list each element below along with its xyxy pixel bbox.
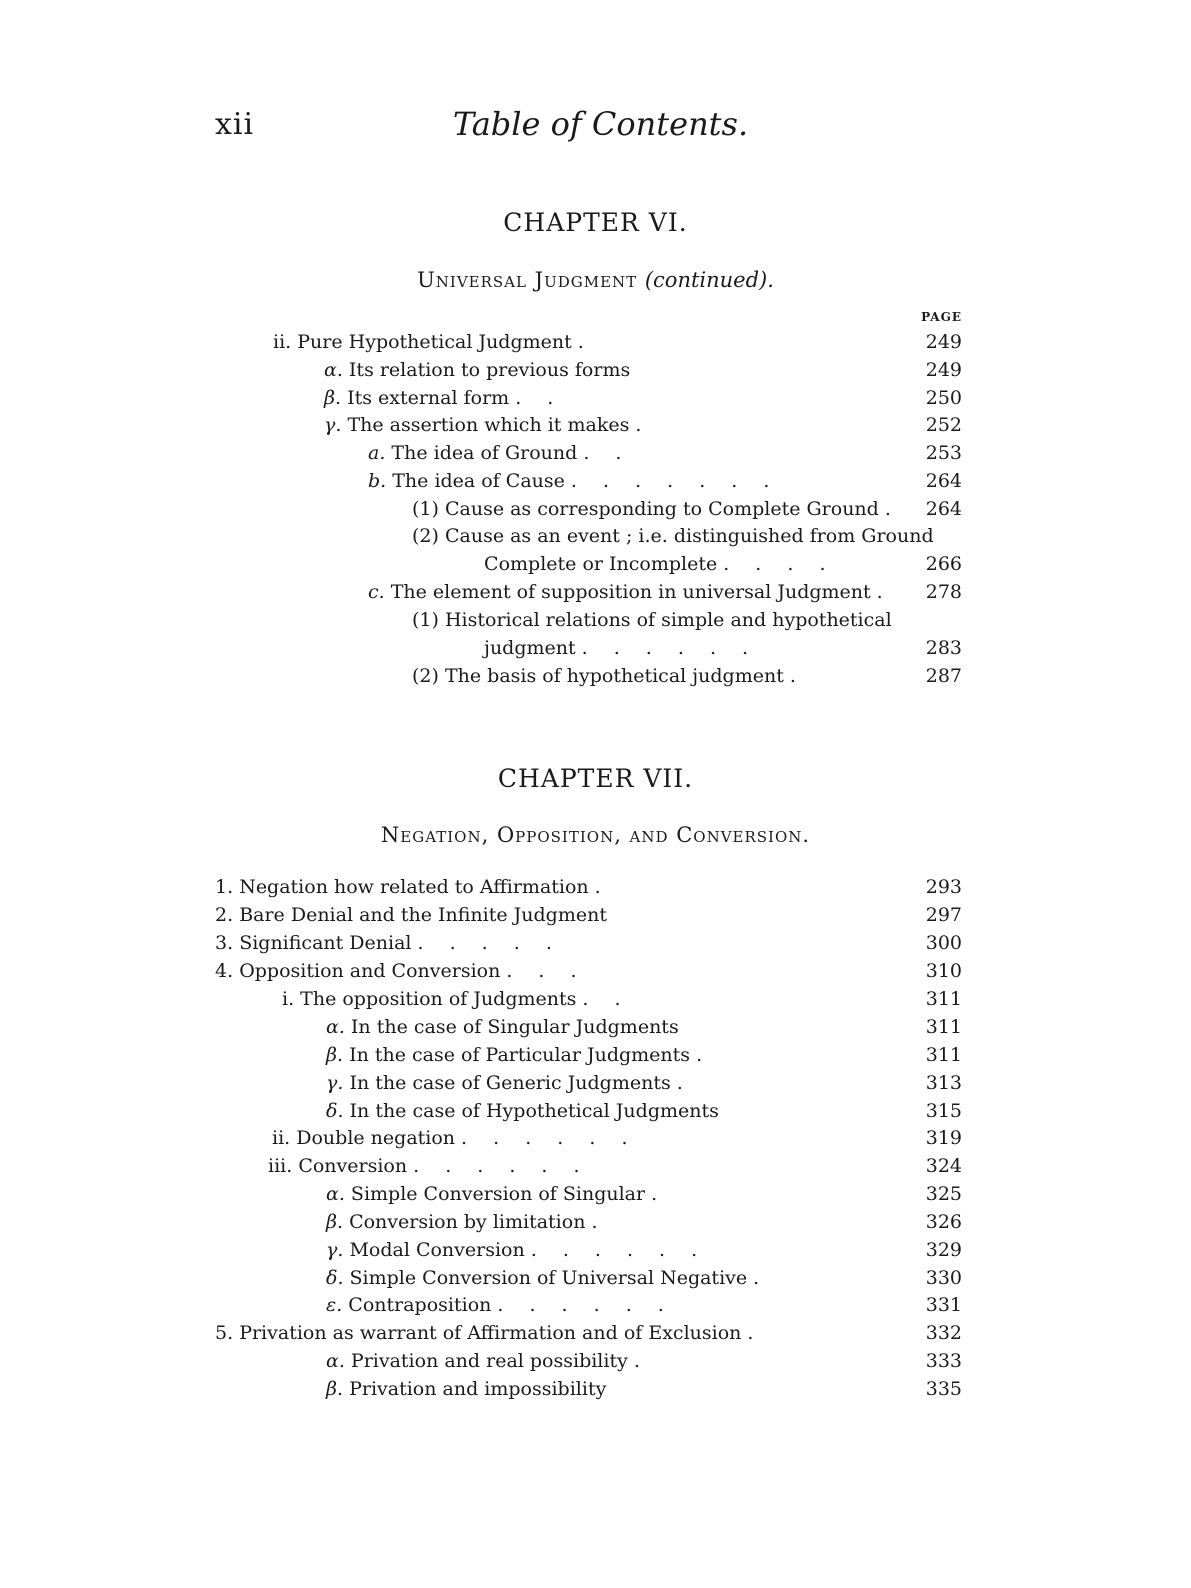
entry-page-number: 249 (925, 359, 962, 381)
toc-entry (412, 662, 806, 690)
entry-marker: iii. (268, 1155, 293, 1177)
entry-page-number: 300 (925, 932, 962, 954)
entry-marker: δ. (326, 1100, 344, 1122)
entry-page-number: 283 (925, 637, 962, 659)
toc-entry (215, 957, 587, 985)
toc-entry (272, 1124, 637, 1152)
entry-page-number: 335 (925, 1378, 962, 1400)
entry-leader: . . (515, 387, 564, 409)
toc-entry (282, 985, 631, 1013)
entry-page-number: 287 (925, 665, 962, 687)
toc-entry (215, 929, 562, 957)
entry-page-number: 264 (925, 470, 962, 492)
entry-marker: (1) (412, 609, 439, 631)
entry-marker: ε. (326, 1294, 343, 1316)
entry-page-number: 278 (925, 581, 962, 603)
entry-marker: (1) (412, 498, 439, 520)
entry-page-number: 326 (925, 1211, 962, 1233)
running-title: Table of Contents. (452, 105, 749, 143)
chapter-vi-subtitle (0, 268, 1191, 292)
toc-entry (326, 1375, 612, 1403)
entry-marker: ii. (272, 1127, 291, 1149)
entry-marker: (2) (412, 665, 439, 687)
entry-marker: δ. (326, 1267, 344, 1289)
entry-page-number: 315 (925, 1100, 962, 1122)
toc-entry (273, 328, 594, 356)
entry-text: Contraposition (348, 1294, 492, 1316)
entry-page-number: 324 (925, 1155, 962, 1177)
entry-leader: . . . . . . . (570, 470, 780, 492)
toc-entry (326, 1291, 674, 1319)
entry-leader: . . . . . . (413, 1155, 590, 1177)
toc-entry (368, 439, 631, 467)
entry-leader: . (789, 665, 806, 687)
toc-entry (326, 1180, 667, 1208)
entry-page-number: 331 (925, 1294, 962, 1316)
entry-text: Modal Conversion (349, 1239, 525, 1261)
entry-leader: . (747, 1322, 764, 1344)
entry-page-number: 325 (925, 1183, 962, 1205)
toc-entry (326, 1347, 650, 1375)
entry-marker: ii. (273, 331, 292, 353)
entry-leader (606, 1378, 612, 1400)
entry-marker: γ. (326, 1072, 344, 1094)
entry-marker: α. (326, 1350, 345, 1372)
entry-leader: . . . . . . (581, 637, 759, 659)
entry-marker: β. (326, 1378, 344, 1400)
entry-text: Significant Denial (239, 932, 412, 954)
entry-page-number: 266 (925, 553, 962, 575)
entry-page-number: 332 (925, 1322, 962, 1344)
entry-text: Its external form (347, 387, 510, 409)
entry-text: Double negation (296, 1127, 456, 1149)
entry-leader: . (876, 581, 893, 603)
entry-text: The element of supposition in universal Judgment (390, 581, 871, 603)
entry-marker: (2) (412, 525, 439, 547)
entry-text: The basis of hypothetical judgment (444, 665, 784, 687)
entry-leader: . (676, 1072, 693, 1094)
chapter-vii-heading: CHAPTER VII. (497, 764, 694, 793)
toc-entry (326, 1041, 712, 1069)
entry-page-number: 329 (925, 1239, 962, 1261)
toc-entry (368, 467, 779, 495)
entry-leader: . . . (506, 960, 587, 982)
entry-marker: b. (368, 470, 387, 492)
entry-page-number: 310 (925, 960, 962, 982)
toc-entry (215, 1319, 763, 1347)
entry-marker: i. (282, 988, 295, 1010)
entry-page-number: 293 (925, 876, 962, 898)
entry-marker: c. (368, 581, 385, 603)
entry-leader: . (594, 876, 611, 898)
entry-marker: α. (324, 359, 343, 381)
entry-text: Conversion (298, 1155, 408, 1177)
entry-leader (679, 1016, 685, 1038)
entry-text: Bare Denial and the Infinite Judgment (239, 904, 607, 926)
entry-marker: γ. (326, 1239, 344, 1261)
entry-text: Privation as warrant of Affirmation and of Exclusion (239, 1322, 742, 1344)
entry-page-number: 330 (925, 1267, 962, 1289)
entry-leader (719, 1100, 725, 1122)
entry-leader: . (696, 1044, 713, 1066)
entry-page-number: 250 (925, 387, 962, 409)
entry-page-number: 297 (925, 904, 962, 926)
entry-page-number: 319 (925, 1127, 962, 1149)
entry-text: Complete or Incomplete (484, 553, 718, 575)
entry-page-number: 313 (925, 1072, 962, 1094)
toc-entry (268, 1152, 590, 1180)
toc-entry (324, 384, 563, 412)
entry-leader: . . . . . (417, 932, 562, 954)
entry-page-number: 253 (925, 442, 962, 464)
entry-marker: 5. (215, 1322, 234, 1344)
entry-page-number: 252 (925, 414, 962, 436)
entry-text: Its relation to previous forms (348, 359, 631, 381)
entry-marker: a. (368, 442, 386, 464)
entry-page-number (900, 606, 962, 634)
entry-text: In the case of Particular Judgments (349, 1044, 691, 1066)
entry-text: The idea of Cause (392, 470, 565, 492)
page-column-label: PAGE (921, 310, 962, 324)
entry-text: Privation and real possibility (350, 1350, 628, 1372)
entry-page-number (900, 522, 962, 550)
entry-marker: γ. (324, 414, 342, 436)
page-folio: xii (215, 107, 255, 142)
entry-leader: . (651, 1183, 668, 1205)
entry-leader: . . . . . . (497, 1294, 674, 1316)
entry-page-number: 333 (925, 1350, 962, 1372)
toc-entry (478, 634, 758, 662)
entry-leader: . . . . . . (530, 1239, 708, 1261)
entry-marker: β. (326, 1044, 344, 1066)
entry-page-number: 311 (925, 988, 962, 1010)
entry-leader: . . (582, 988, 631, 1010)
toc-entry (215, 873, 611, 901)
chapter-vi-subtitle-continued: (continued). (644, 268, 774, 292)
toc-entry (412, 606, 898, 634)
entry-leader: . (635, 414, 652, 436)
chapter-vii-subtitle: Negation, Opposition, and Conversion. (380, 823, 811, 847)
entry-page-number: 264 (925, 498, 962, 520)
entry-text: The opposition of Judgments (300, 988, 577, 1010)
entry-text: Simple Conversion of Singular (350, 1183, 646, 1205)
entry-leader: . . . . . . (461, 1127, 638, 1149)
toc-entry (324, 356, 636, 384)
chapter-vi-subtitle-text: Universal Judgment (417, 268, 638, 292)
entry-leader: . (577, 331, 594, 353)
entry-page-number: 249 (925, 331, 962, 353)
entry-marker: 4. (215, 960, 234, 982)
entry-text: Cause as corresponding to Complete Ground (444, 498, 879, 520)
chapter-vi-heading: CHAPTER VI. (503, 208, 688, 237)
entry-marker: β. (324, 387, 342, 409)
entry-leader: . (591, 1211, 608, 1233)
toc-entry (326, 1013, 685, 1041)
entry-text: Cause as an event ; i.e. distinguished from Ground (444, 525, 934, 547)
entry-text: judgment (484, 637, 576, 659)
entry-text: Historical relations of simple and hypothetical (444, 609, 892, 631)
entry-text: In the case of Hypothetical Judgments (349, 1100, 719, 1122)
entry-marker: α. (326, 1016, 345, 1038)
entry-leader: . (633, 1350, 650, 1372)
toc-entry (326, 1097, 725, 1125)
toc-entry (326, 1264, 769, 1292)
entry-page-number: 311 (925, 1044, 962, 1066)
toc-entry (326, 1208, 607, 1236)
entry-text: The idea of Ground (391, 442, 578, 464)
entry-text: Negation how related to Affirmation (239, 876, 589, 898)
entry-text: Pure Hypothetical Judgment (297, 331, 572, 353)
entry-text: In the case of Generic Judgments (349, 1072, 671, 1094)
toc-entry (324, 411, 651, 439)
entry-text: Privation and impossibility (349, 1378, 607, 1400)
entry-leader: . (884, 498, 901, 520)
toc-entry (215, 901, 613, 929)
entry-text: Conversion by limitation (349, 1211, 586, 1233)
entry-leader (892, 609, 898, 631)
toc-entry (368, 578, 893, 606)
entry-marker: 2. (215, 904, 234, 926)
entry-leader: . . . . (723, 553, 836, 575)
entry-page-number: 311 (925, 1016, 962, 1038)
toc-entry (412, 495, 901, 523)
entry-text: Opposition and Conversion (239, 960, 501, 982)
toc-entry (412, 522, 940, 550)
entry-text: In the case of Singular Judgments (350, 1016, 679, 1038)
entry-leader: . (753, 1267, 770, 1289)
entry-leader (607, 904, 613, 926)
entry-marker: β. (326, 1211, 344, 1233)
entry-marker: 1. (215, 876, 234, 898)
toc-entry (478, 550, 836, 578)
toc-entry (326, 1069, 693, 1097)
entry-marker: 3. (215, 932, 234, 954)
entry-leader (630, 359, 636, 381)
toc-entry (326, 1236, 707, 1264)
running-head (0, 105, 1191, 149)
entry-text: Simple Conversion of Universal Negative (349, 1267, 748, 1289)
entry-marker: α. (326, 1183, 345, 1205)
entry-text: The assertion which it makes (347, 414, 630, 436)
entry-leader: . . (583, 442, 632, 464)
